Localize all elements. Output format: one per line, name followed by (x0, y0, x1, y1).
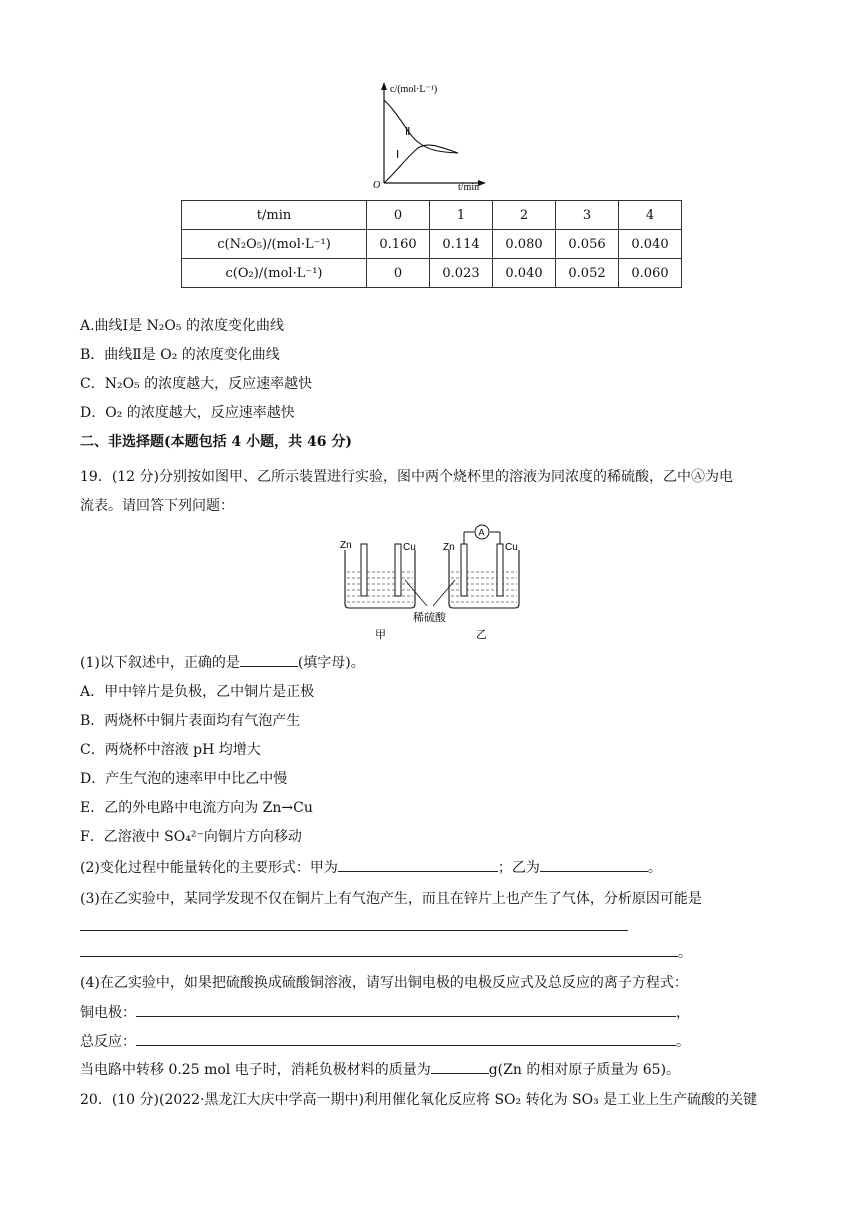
part1-option-d: D．产生气泡的速率甲中比乙中慢 (80, 771, 288, 787)
section-heading: 二、非选择题(本题包括 4 小题，共 46 分) (80, 434, 352, 450)
part2-text: (2)变化过程中能量转化的主要形式：甲为 (80, 860, 338, 876)
answer-line (80, 918, 628, 931)
table-cell: 0.080 (493, 230, 556, 259)
part2-text-end: 。 (647, 860, 662, 876)
table-cell: c(N₂O₅)/(mol·L⁻¹) (182, 230, 367, 259)
table-cell: 2 (493, 201, 556, 230)
part1-option-f: F．乙溶液中 SO₄²⁻向铜片方向移动 (80, 829, 302, 845)
q19-part3: (3)在乙实验中，某同学发现不仅在铜片上有气泡产生，而且在锌片上也产生了气体，分析原因可能是 (80, 891, 702, 907)
table-cell: 0.023 (430, 259, 493, 288)
jia-label: 甲 (375, 628, 386, 640)
cu-label-right: Cu (505, 542, 518, 553)
table-row (182, 201, 682, 230)
part1-option-b: B．两烧杯中铜片表面均有气泡产生 (80, 713, 301, 729)
answer-blank (80, 944, 678, 957)
x-axis-label: t/min (458, 182, 480, 193)
q19-part2 (80, 857, 662, 877)
data-table (181, 200, 682, 288)
q19-stem-line2: 流表。请回答下列问题： (80, 498, 234, 514)
part1-option-c: C．两烧杯中溶液 pH 均增大 (80, 742, 261, 758)
table-row (182, 230, 682, 259)
table-cell: 0.056 (556, 230, 619, 259)
zn-label-left: Zn (340, 540, 352, 551)
table-cell: 0 (367, 259, 430, 288)
yi-label: 乙 (476, 628, 487, 640)
total-reaction-label: 总反应： (80, 1034, 136, 1050)
part1-text: (1)以下叙述中，正确的是 (80, 655, 240, 671)
part2-text-mid: ；乙为 (497, 860, 540, 876)
table-cell: 0.160 (367, 230, 430, 259)
q19-part3-line2 (80, 942, 692, 962)
ammeter-label: A (478, 527, 485, 538)
acid-label: 稀硫酸 (413, 611, 446, 624)
answer-blank (136, 1033, 676, 1046)
table-cell: c(O₂)/(mol·L⁻¹) (182, 259, 367, 288)
period-mark: 。 (676, 1034, 690, 1050)
y-axis-label: c/(mol·L⁻¹) (390, 84, 438, 95)
table-row (182, 259, 682, 288)
part1-text-end: (填字母)。 (297, 655, 365, 671)
option-a: A.曲线Ⅰ是 N₂O₅ 的浓度变化曲线 (80, 318, 284, 334)
curve-2 (384, 100, 458, 153)
table-cell: 0.052 (556, 259, 619, 288)
table-cell: 0.040 (493, 259, 556, 288)
part5-text: 当电路中转移 0.25 mol 电子时，消耗负极材料的质量为 (80, 1062, 431, 1078)
cu-electrode-label: 铜电极： (80, 1005, 136, 1021)
cu-label-left: Cu (403, 542, 416, 553)
table-cell: 0.060 (619, 259, 682, 288)
total-reaction-line (80, 1031, 690, 1051)
q19-stem-line1: 19．(12 分)分别按如图甲、乙所示装置进行实验，图中两个烧杯里的溶液为同浓度的稀硫酸，乙中Ⓐ为电 (80, 469, 734, 485)
table-cell: 0.114 (430, 230, 493, 259)
answer-blank (431, 1061, 489, 1074)
curve-2-label: Ⅱ (405, 126, 411, 138)
option-d: D．O₂ 的浓度越大，反应速率越快 (80, 405, 295, 421)
zn-label-right: Zn (443, 542, 455, 553)
answer-blank (338, 859, 498, 872)
q19-part1 (80, 652, 365, 672)
table-cell: 0 (367, 201, 430, 230)
option-c: C．N₂O₅ 的浓度越大，反应速率越快 (80, 376, 313, 392)
curve-1-label: Ⅰ (396, 149, 400, 161)
part1-option-a: A．甲中锌片是负极，乙中铜片是正极 (80, 684, 315, 700)
table-cell: 0.040 (619, 230, 682, 259)
table-cell: 4 (619, 201, 682, 230)
q20-stem: 20．(10 分)(2022·黑龙江大庆中学高一期中)利用催化氧化反应将 SO₂ 转化为 SO₃ 是工业上生产硫酸的关键 (80, 1092, 758, 1108)
answer-blank (136, 1004, 676, 1017)
option-b: B．曲线Ⅱ是 O₂ 的浓度变化曲线 (80, 347, 280, 363)
answer-blank (540, 859, 648, 872)
q19-part4: (4)在乙实验中，如果把硫酸换成硫酸铜溶液，请写出铜电极的电极反应式及总反应的离子方程式： (80, 975, 688, 991)
table-cell: 1 (430, 201, 493, 230)
origin-label: O (373, 180, 381, 191)
q19-part5 (80, 1059, 680, 1079)
answer-blank (240, 654, 298, 667)
part5-text-end: g(Zn 的相对原子质量为 65)。 (488, 1062, 681, 1078)
part1-option-e: E．乙的外电路中电流方向为 Zn→Cu (80, 800, 313, 816)
cu-electrode-line (80, 1002, 690, 1022)
beaker-apparatus-figure (335, 522, 535, 640)
table-cell: 3 (556, 201, 619, 230)
table-cell: t/min (182, 201, 367, 230)
comma-mark: ， (676, 1005, 690, 1021)
period-mark: 。 (678, 945, 692, 961)
concentration-time-graph (370, 80, 500, 195)
